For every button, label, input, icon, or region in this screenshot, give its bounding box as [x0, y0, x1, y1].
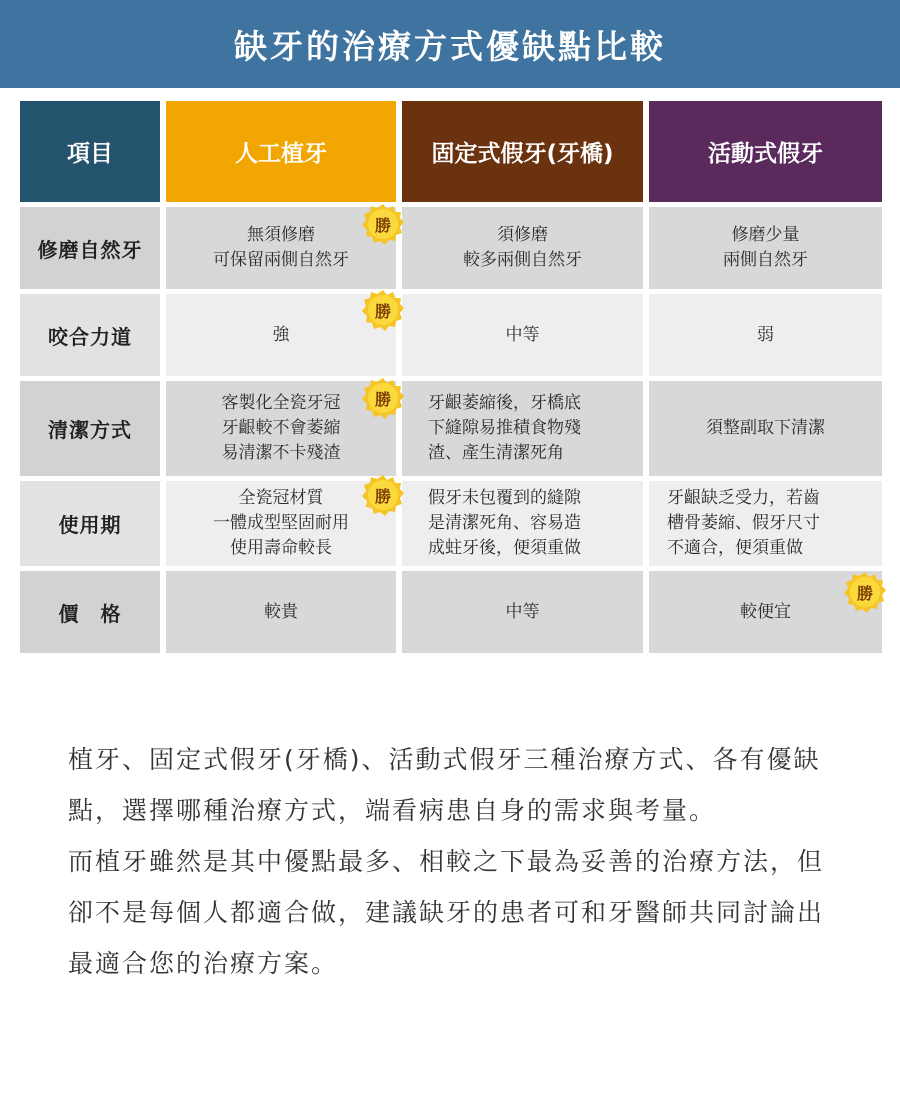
cell-bridge-cleaning: 牙齦萎縮後，牙橋底 下縫隙易推積食物殘 渣、產生清潔死角 [402, 381, 643, 476]
cell-implant-price: 較貴 [166, 571, 396, 653]
page-title: 缺牙的治療方式優缺點比較 [234, 26, 666, 66]
row-label-lifespan: 使用期 [20, 481, 160, 566]
header-item: 項目 [20, 101, 160, 202]
winner-badge: 勝 [362, 377, 404, 419]
winner-badge: 勝 [362, 203, 404, 245]
winner-badge: 勝 [362, 474, 404, 516]
cell-removable-price: 較便宜 [649, 571, 882, 653]
cell-bridge-bite: 中等 [402, 294, 643, 376]
cell-implant-grinding: 無須修磨 可保留兩側自然牙 [166, 207, 396, 289]
row-label-grinding: 修磨自然牙 [20, 207, 160, 289]
header-implant: 人工植牙 [166, 101, 396, 202]
cell-implant-cleaning: 客製化全瓷牙冠 牙齦較不會萎縮 易清潔不卡殘渣 [166, 381, 396, 476]
cell-implant-bite: 強 [166, 294, 396, 376]
cell-bridge-lifespan: 假牙未包覆到的縫隙 是清潔死角、容易造 成蛀牙後，便須重做 [402, 481, 643, 566]
cell-removable-lifespan: 牙齦缺乏受力，若齒 槽骨萎縮、假牙尺寸 不適合，便須重做 [649, 481, 882, 566]
row-label-cleaning: 清潔方式 [20, 381, 160, 476]
summary-paragraph-2: 而植牙雖然是其中優點最多、相較之下最為妥善的治療方法，但卻不是每個人都適合做，建議缺牙的患者可和牙醫師共同討論出最適合您的治療方案。 [68, 847, 825, 978]
cell-bridge-price: 中等 [402, 571, 643, 653]
summary-text [68, 734, 848, 989]
header-bridge: 固定式假牙(牙橋) [402, 101, 643, 202]
winner-badge: 勝 [844, 571, 886, 613]
row-label-price: 價 格 [20, 571, 160, 653]
winner-badge: 勝 [362, 289, 404, 331]
cell-removable-grinding: 修磨少量 兩側自然牙 [649, 207, 882, 289]
summary-paragraph-1: 植牙、固定式假牙(牙橋)、活動式假牙三種治療方式、各有優缺點，選擇哪種治療方式，端看病患自身的需求與考量。 [68, 745, 821, 825]
header-removable: 活動式假牙 [649, 101, 882, 202]
cell-removable-cleaning: 須整副取下清潔 [649, 381, 882, 476]
cell-implant-lifespan: 全瓷冠材質 一體成型堅固耐用 使用壽命較長 [166, 481, 396, 566]
cell-bridge-grinding: 須修磨 較多兩側自然牙 [402, 207, 643, 289]
cell-removable-bite: 弱 [649, 294, 882, 376]
row-label-bite: 咬合力道 [20, 294, 160, 376]
